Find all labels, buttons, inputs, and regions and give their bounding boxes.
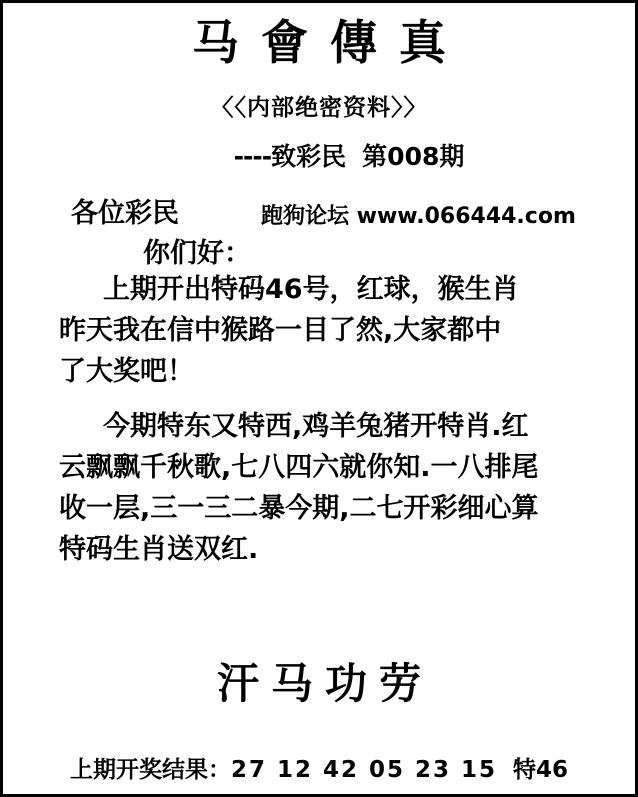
paragraph-1-line-1: 上期开出特码46号，红球，猴生肖: [103, 274, 519, 305]
paragraph-2-line-4: 特码生肖送双红.: [59, 534, 259, 565]
result-label: 上期开奖结果：: [69, 757, 231, 783]
paragraph-2-line-1: 今期特东又特西,鸡羊兔猪开特肖.红: [103, 411, 529, 442]
previous-result-line: [3, 751, 635, 784]
paragraph-1-line-3: 了大奖吧！: [59, 356, 194, 387]
body-text: [59, 269, 607, 570]
paragraph-2-line-2: 云飘飘千秋歌,七八四六就你知.一八排尾: [59, 452, 539, 483]
poster-inner: [3, 3, 635, 794]
page-title: 马會傳真: [192, 16, 468, 71]
issue-dashes: ----: [233, 142, 272, 171]
paragraph-1-line-2: 昨天我在信中猴路一目了然,大家都中: [59, 315, 502, 346]
result-numbers: 27 12 42 05 23 15: [230, 757, 498, 783]
subtitle: 〈〈内部绝密资料〉〉: [210, 95, 428, 121]
paragraph-spacer: [59, 392, 607, 406]
issue-label: 致彩民: [271, 142, 347, 171]
greeting-line-2: 你们好：: [143, 238, 251, 269]
paragraph-2-line-3: 收一层,三一三二暴今期,二七开彩细心算: [59, 493, 539, 524]
result-special: 特46: [513, 757, 569, 783]
issue-line: [3, 137, 635, 173]
footer-title: 汗马功劳: [216, 659, 433, 708]
website-url: 跑狗论坛 www.066444.com: [261, 204, 576, 229]
issue-period: 第008期: [362, 142, 465, 171]
greeting-line-1: 各位彩民: [71, 198, 179, 229]
